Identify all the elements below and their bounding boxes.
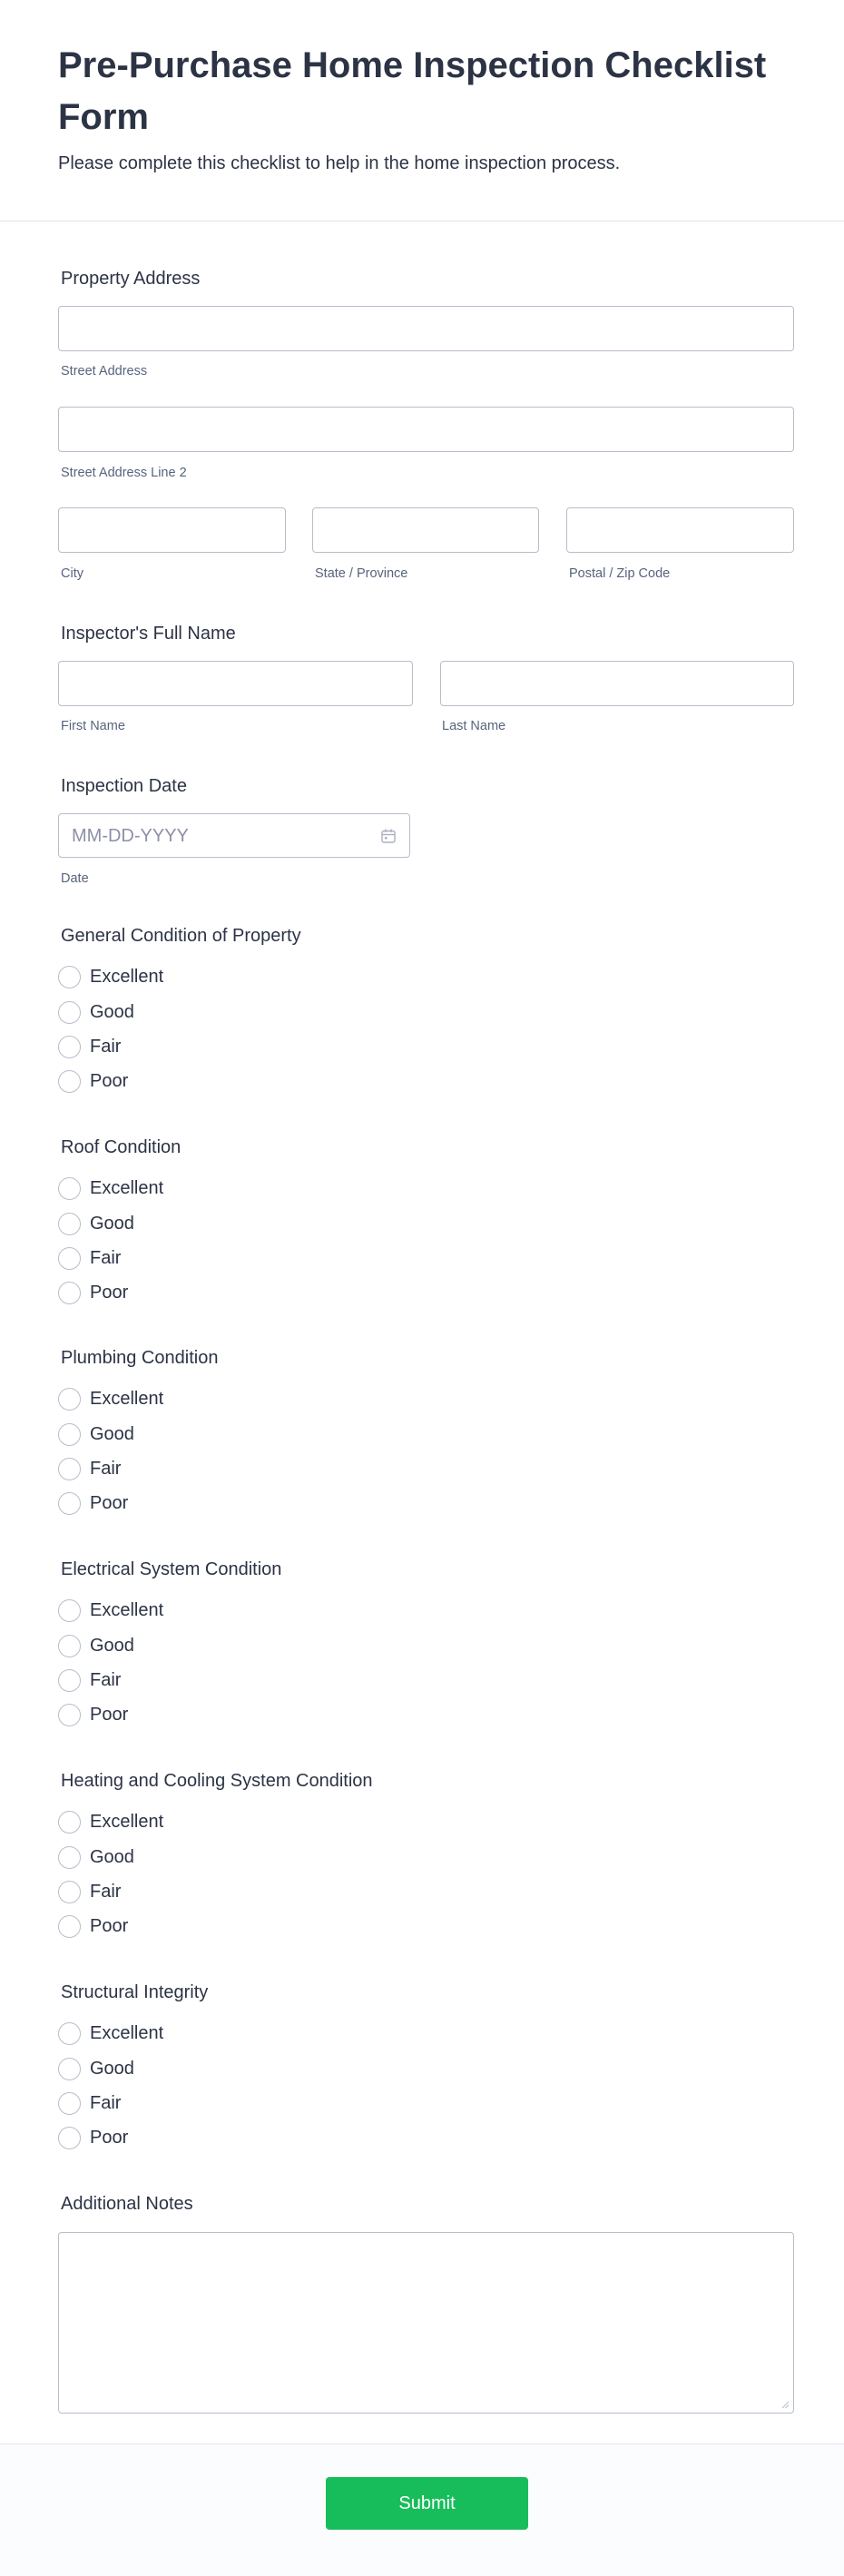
radio-option-poor[interactable] [58, 1279, 421, 1306]
radio-label: Fair [90, 1459, 122, 1479]
radio-circle[interactable] [58, 966, 81, 988]
form-header [0, 0, 844, 221]
postal-code-sublabel: Postal / Zip Code [569, 566, 671, 581]
radio-label: Fair [90, 1248, 122, 1268]
radio-label: Excellent [90, 1178, 164, 1198]
radio-label: Fair [90, 1670, 122, 1690]
state-province-input[interactable] [312, 507, 539, 553]
inspector-name-label: Inspector's Full Name [61, 624, 236, 644]
radio-label: Excellent [90, 2023, 164, 2043]
radio-option-good[interactable] [58, 1421, 421, 1448]
question-label: Structural Integrity [61, 1982, 209, 2002]
radio-label: Excellent [90, 1600, 164, 1620]
additional-notes-textarea[interactable] [58, 2232, 794, 2414]
radio-circle[interactable] [58, 1599, 81, 1622]
street-address-input[interactable] [58, 306, 794, 351]
radio-option-poor[interactable] [58, 1701, 421, 1728]
radio-option-poor[interactable] [58, 1912, 421, 1940]
radio-label: Excellent [90, 967, 164, 987]
radio-label: Poor [90, 1705, 129, 1725]
radio-option-poor[interactable] [58, 1067, 421, 1095]
radio-option-good[interactable] [58, 998, 421, 1026]
city-input[interactable] [58, 507, 286, 553]
radio-circle[interactable] [58, 2058, 81, 2080]
radio-circle[interactable] [58, 1846, 81, 1869]
radio-option-fair[interactable] [58, 1878, 421, 1905]
radio-circle[interactable] [58, 1388, 81, 1411]
radio-circle[interactable] [58, 1704, 81, 1726]
radio-label: Good [90, 1424, 134, 1444]
radio-label: Good [90, 1636, 134, 1656]
radio-label: Fair [90, 1882, 122, 1902]
radio-option-fair[interactable] [58, 1667, 421, 1694]
last-name-sublabel: Last Name [442, 719, 506, 733]
radio-circle[interactable] [58, 2127, 81, 2149]
inspection-date-input[interactable] [58, 813, 410, 858]
radio-circle[interactable] [58, 1423, 81, 1446]
radio-circle[interactable] [58, 1177, 81, 1200]
inspection-date-sublabel: Date [61, 871, 89, 886]
radio-circle[interactable] [58, 1915, 81, 1938]
radio-label: Poor [90, 2128, 129, 2148]
radio-circle[interactable] [58, 2022, 81, 2045]
form-subtitle: Please complete this checklist to help in the home inspection process. [58, 153, 621, 173]
radio-circle[interactable] [58, 2092, 81, 2115]
radio-option-good[interactable] [58, 1210, 421, 1237]
radio-circle[interactable] [58, 1213, 81, 1235]
radio-circle[interactable] [58, 1036, 81, 1058]
radio-label: Excellent [90, 1812, 164, 1832]
question-label: Plumbing Condition [61, 1348, 219, 1368]
inspection-date-label: Inspection Date [61, 776, 187, 796]
radio-option-good[interactable] [58, 1632, 421, 1659]
radio-label: Poor [90, 1916, 129, 1936]
property-address-label: Property Address [61, 269, 201, 289]
radio-label: Good [90, 2059, 134, 2079]
radio-option-excellent[interactable] [58, 1808, 421, 1835]
first-name-sublabel: First Name [61, 719, 125, 733]
radio-circle[interactable] [58, 1247, 81, 1270]
radio-label: Fair [90, 2093, 122, 2113]
form-title: Pre-Purchase Home Inspection Checklist Form [58, 45, 767, 137]
radio-option-fair[interactable] [58, 2089, 421, 2117]
last-name-input[interactable] [440, 661, 794, 706]
radio-option-excellent[interactable] [58, 963, 421, 990]
calendar-icon[interactable] [380, 828, 397, 844]
radio-circle[interactable] [58, 1070, 81, 1093]
radio-label: Good [90, 1002, 134, 1022]
date-placeholder: MM-DD-YYYY [72, 826, 189, 846]
radio-circle[interactable] [58, 1881, 81, 1903]
radio-option-fair[interactable] [58, 1455, 421, 1482]
radio-circle[interactable] [58, 1635, 81, 1657]
radio-option-poor[interactable] [58, 2124, 421, 2151]
submit-button[interactable]: Submit [326, 2477, 528, 2530]
radio-option-good[interactable] [58, 2055, 421, 2082]
resize-grip-icon[interactable] [780, 2400, 790, 2409]
additional-notes-label: Additional Notes [61, 2194, 193, 2214]
street-address-line2-sublabel: Street Address Line 2 [61, 466, 187, 480]
question-label: Roof Condition [61, 1137, 182, 1157]
radio-circle[interactable] [58, 1669, 81, 1692]
radio-label: Excellent [90, 1389, 164, 1409]
city-sublabel: City [61, 566, 83, 581]
radio-label: Poor [90, 1071, 129, 1091]
question-label: General Condition of Property [61, 926, 301, 946]
first-name-input[interactable] [58, 661, 413, 706]
radio-option-excellent[interactable] [58, 1597, 421, 1624]
radio-option-excellent[interactable] [58, 2020, 421, 2047]
radio-option-poor[interactable] [58, 1490, 421, 1517]
radio-option-fair[interactable] [58, 1033, 421, 1060]
radio-circle[interactable] [58, 1282, 81, 1304]
radio-option-fair[interactable] [58, 1244, 421, 1272]
radio-circle[interactable] [58, 1811, 81, 1834]
radio-label: Poor [90, 1283, 129, 1303]
radio-label: Good [90, 1214, 134, 1234]
radio-label: Good [90, 1847, 134, 1867]
radio-option-good[interactable] [58, 1844, 421, 1871]
street-address-sublabel: Street Address [61, 364, 148, 379]
state-province-sublabel: State / Province [315, 566, 408, 581]
radio-label: Poor [90, 1493, 129, 1513]
radio-circle[interactable] [58, 1492, 81, 1515]
radio-option-excellent[interactable] [58, 1385, 421, 1412]
radio-circle[interactable] [58, 1001, 81, 1024]
question-label: Heating and Cooling System Condition [61, 1771, 373, 1791]
radio-option-excellent[interactable] [58, 1175, 421, 1202]
question-label: Electrical System Condition [61, 1559, 282, 1579]
street-address-line2-input[interactable] [58, 407, 794, 452]
radio-circle[interactable] [58, 1458, 81, 1480]
postal-code-input[interactable] [566, 507, 794, 553]
radio-label: Fair [90, 1037, 122, 1057]
